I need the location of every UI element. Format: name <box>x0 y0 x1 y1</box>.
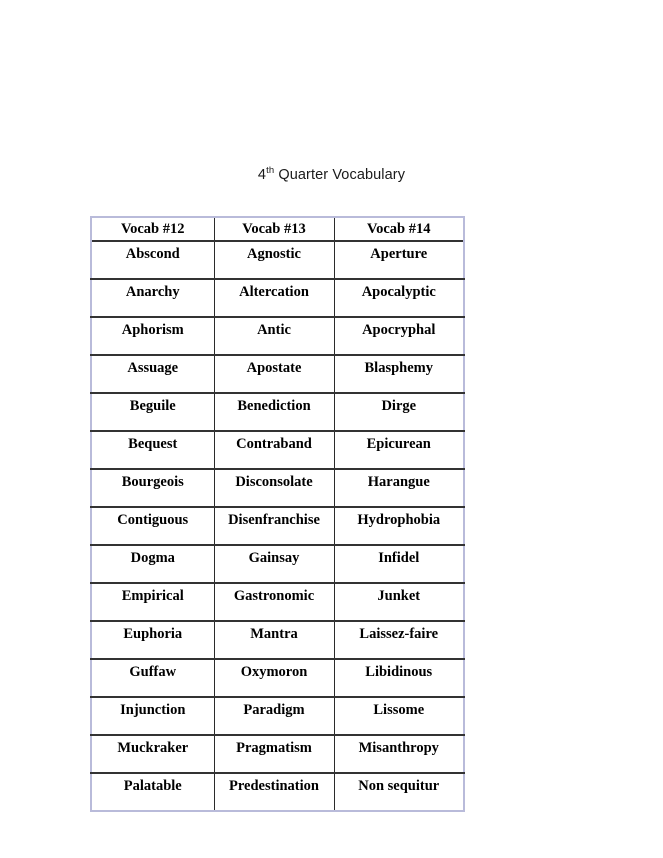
vocab-word: Junket <box>334 583 464 621</box>
table-row <box>91 431 464 469</box>
vocab-word: Lissome <box>334 697 464 735</box>
vocab-word: Muckraker <box>91 735 214 773</box>
vocab-word: Apocalyptic <box>334 279 464 317</box>
column-header-vocab-12: Vocab #12 <box>91 217 214 241</box>
vocab-word: Dirge <box>334 393 464 431</box>
table-row <box>91 469 464 507</box>
vocab-word: Palatable <box>91 773 214 811</box>
table-row <box>91 241 464 279</box>
vocab-word: Hydrophobia <box>334 507 464 545</box>
vocab-word: Apocryphal <box>334 317 464 355</box>
table-row <box>91 583 464 621</box>
vocab-word: Antic <box>214 317 334 355</box>
vocab-word: Gastronomic <box>214 583 334 621</box>
vocab-word: Benediction <box>214 393 334 431</box>
vocab-word: Harangue <box>334 469 464 507</box>
column-header-vocab-13: Vocab #13 <box>214 217 334 241</box>
vocab-word: Beguile <box>91 393 214 431</box>
vocab-word: Blasphemy <box>334 355 464 393</box>
vocab-word: Bequest <box>91 431 214 469</box>
page-title-number: 4 <box>257 167 267 183</box>
table-row <box>91 735 464 773</box>
vocab-word: Altercation <box>214 279 334 317</box>
table-row <box>91 393 464 431</box>
table-row <box>91 621 464 659</box>
vocab-word: Contiguous <box>91 507 214 545</box>
table-row <box>91 507 464 545</box>
vocab-word: Injunction <box>91 697 214 735</box>
page-title-ordinal-suffix: th <box>266 165 275 177</box>
table-row <box>91 279 464 317</box>
table-row <box>91 545 464 583</box>
vocab-word: Non sequitur <box>334 773 464 811</box>
vocab-word: Assuage <box>91 355 214 393</box>
vocab-word: Laissez-faire <box>334 621 464 659</box>
vocab-word: Libidinous <box>334 659 464 697</box>
table-body <box>91 241 464 811</box>
vocab-word: Epicurean <box>334 431 464 469</box>
vocab-word: Infidel <box>334 545 464 583</box>
column-header-vocab-14: Vocab #14 <box>334 217 464 241</box>
vocabulary-table <box>90 216 465 812</box>
vocab-word: Empirical <box>91 583 214 621</box>
vocab-word: Contraband <box>214 431 334 469</box>
table-row <box>91 355 464 393</box>
vocab-word: Bourgeois <box>91 469 214 507</box>
vocab-word: Gainsay <box>214 545 334 583</box>
vocab-word: Euphoria <box>91 621 214 659</box>
table-row <box>91 659 464 697</box>
table-row <box>91 773 464 811</box>
vocab-word: Anarchy <box>91 279 214 317</box>
vocab-word: Abscond <box>91 241 214 279</box>
page-title-text: Quarter Vocabulary <box>274 167 406 183</box>
vocab-word: Guffaw <box>91 659 214 697</box>
vocab-word: Disconsolate <box>214 469 334 507</box>
page-title <box>0 167 663 183</box>
vocab-word: Paradigm <box>214 697 334 735</box>
vocab-word: Aphorism <box>91 317 214 355</box>
vocab-word: Oxymoron <box>214 659 334 697</box>
vocab-word: Predestination <box>214 773 334 811</box>
table-row <box>91 317 464 355</box>
vocab-word: Agnostic <box>214 241 334 279</box>
vocab-word: Disenfranchise <box>214 507 334 545</box>
table-header-row <box>91 217 464 241</box>
vocab-word: Aperture <box>334 241 464 279</box>
vocab-word: Pragmatism <box>214 735 334 773</box>
vocab-word: Apostate <box>214 355 334 393</box>
table-row <box>91 697 464 735</box>
vocab-word: Dogma <box>91 545 214 583</box>
vocab-word: Misanthropy <box>334 735 464 773</box>
vocab-word: Mantra <box>214 621 334 659</box>
table-header <box>91 217 464 241</box>
